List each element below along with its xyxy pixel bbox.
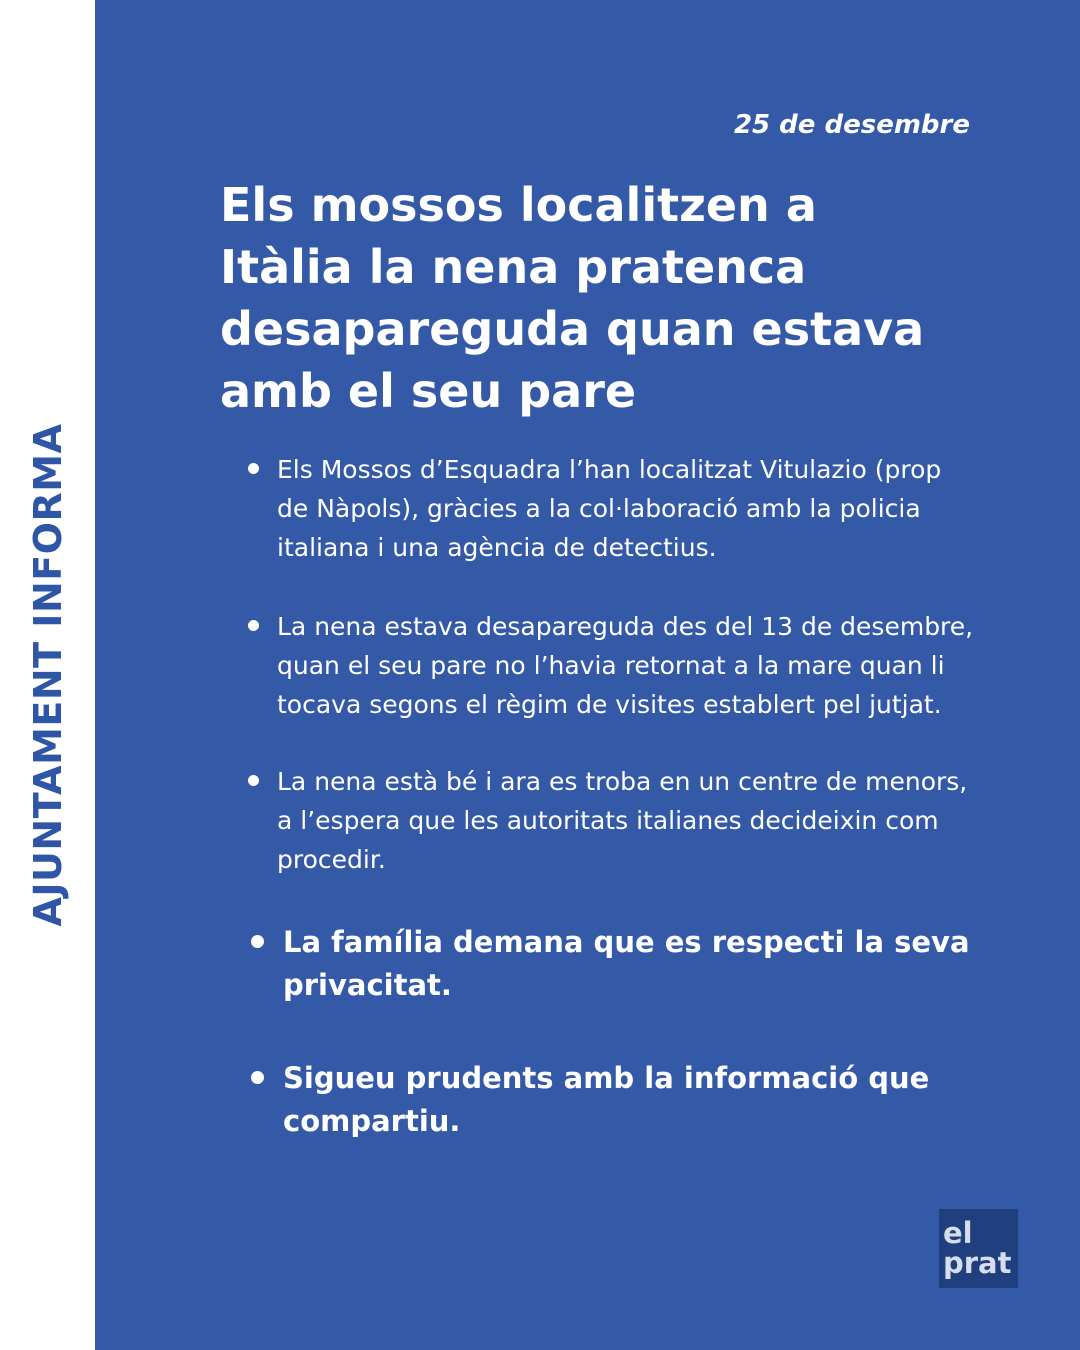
logo-line-el: el xyxy=(943,1216,973,1250)
bullet-text: La nena estava desapareguda des del 13 de desembre, quan el seu pare no l’havia retornat a la mare quan li tocava segons el règim de visites establert pel jutjat. xyxy=(277,612,974,719)
list-item xyxy=(245,1057,975,1143)
bullet-dot-icon xyxy=(248,620,259,631)
sidebar-strip xyxy=(0,0,95,1350)
news-panel xyxy=(95,0,1080,1350)
list-item xyxy=(245,762,975,879)
date-label: 25 de desembre xyxy=(733,110,970,140)
bullet-text: La nena està bé i ara es troba en un centre de menors, a l’espera que les autoritats italianes decideixin com procedir. xyxy=(277,767,968,874)
bullet-dot-icon xyxy=(251,1071,264,1084)
bullet-dot-icon xyxy=(251,935,264,948)
list-item xyxy=(245,921,975,1007)
bullet-text: Els Mossos d’Esquadra l’han localitzat Vitulazio (prop de Nàpols), gràcies a la col·laboració amb la policia italiana i una agència de detectius. xyxy=(277,455,942,562)
bullet-text: La família demana que es respecti la seva privacitat. xyxy=(283,925,970,1002)
bullet-text: Sigueu prudents amb la informació que compartiu. xyxy=(283,1061,930,1138)
list-item xyxy=(245,450,975,567)
sidebar-label: AJUNTAMENT INFORMA xyxy=(26,423,70,927)
el-prat-logo xyxy=(939,1209,1018,1288)
bullet-dot-icon xyxy=(248,775,259,786)
logo-line-prat: prat xyxy=(943,1246,1012,1280)
headline: Els mossos localitzen a Itàlia la nena pratenca desapareguda quan estava amb el seu pare xyxy=(220,178,925,418)
bullet-dot-icon xyxy=(248,463,259,474)
bullet-list xyxy=(245,450,975,1143)
list-item xyxy=(245,607,975,724)
